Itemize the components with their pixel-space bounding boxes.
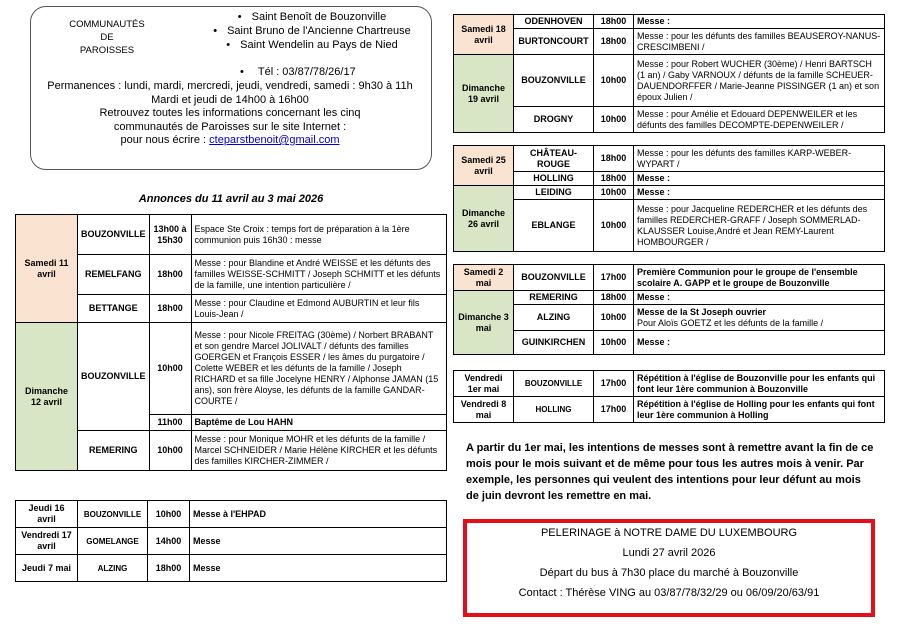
table-row: REMERING 10h00 Messe : pour Monique MOHR et les défunts de la famille / Marcel SCHNEIDER / Marie Hélène KIRCHER et les défunts des familles KIRCHER-ZIMMER / <box>16 431 447 471</box>
email-link[interactable]: cteparstbenoit@gmail.com <box>209 134 340 146</box>
pelerinage-box <box>463 519 875 617</box>
table-row: Samedi 2 mai BOUZONVILLE 17h00 Première Communion pour le groupe de l'ensemble scolaire A. GAPP et le groupe de Bouzonville <box>454 265 885 291</box>
paroisse-item: • Saint Bruno de l'Ancienne Chartreuse <box>196 24 428 38</box>
table-row: Jeudi 16 avril BOUZONVILLE 10h00 Messe à l'EHPAD <box>16 501 447 528</box>
schedule-table-right-3 <box>453 264 885 355</box>
table-row: BETTANGE 18h00 Messe : pour Claudine et Edmond AUBURTIN et leur fils Louis-Jean / <box>16 295 447 323</box>
intentions-note: A partir du 1er mai, les intentions de messes sont à remettre avant la fin de ce mois pour le mois suivant et de même pour tous les autres mois à venir. Par exemple, les personnes qui veulent des intentions pour leur défunt au mois de juin devront les remettre en mai. <box>466 442 874 502</box>
table-row: Samedi 18 avril ODENHOVEN 18h00 Messe : <box>454 15 885 29</box>
pelerinage-depart: Départ du bus à 7h30 place du marché à Bouzonville <box>539 567 799 579</box>
table-row: Dimanche 19 avril BOUZONVILLE 10h00 Messe : pour Robert WUCHER (30ème) / Henri BARTSCH (1 an) / Gaby VARNOUX / défunts de la famille SCHEUER-DAUENDORFFER / Marie-Jeanne PISSINGER (1 an) et son époux Julien / <box>454 55 885 107</box>
table-row: Jeudi 7 mai ALZING 18h00 Messe <box>16 555 447 582</box>
table-row: Vendredi 8 mai HOLLING 17h00 Répétition à l'église de Holling pour les enfants qui font leur 1ère communion à Holling <box>454 397 885 423</box>
schedule-table-left <box>15 214 447 471</box>
pelerinage-date: Lundi 27 avril 2026 <box>622 547 716 559</box>
pelerinage-contact: Contact : Thérèse VING au 03/87/78/32/29 ou 06/09/20/63/91 <box>518 587 820 599</box>
table-row: 11h00 Baptême de Lou HAHN <box>16 415 447 431</box>
paroisse-item: • Saint Wendelin au Pays de Nied <box>196 38 428 52</box>
table-row: HOLLING 18h00 Messe : <box>454 172 885 186</box>
pelerinage-title: PELERINAGE à NOTRE DAME DU LUXEMBOURG <box>540 527 798 539</box>
annonces-title: Annonces du 11 avril au 3 mai 2026 <box>138 193 324 205</box>
table-row: GUINKIRCHEN 10h00 Messe : <box>454 331 885 355</box>
day-cell: Samedi 11 avril <box>16 215 78 323</box>
paroisse-item: • Saint Benoît de Bouzonville <box>196 10 428 24</box>
table-row: REMELFANG 18h00 Messe : pour Blandine et André WEISSE et les défunts des familles WEISSE-SCHMITT / Joseph SCHMITT et les défunts de la famille, une intention particulière / <box>16 255 447 295</box>
table-row: Samedi 11 avril BOUZONVILLE 13h00 à 15h30 Espace Ste Croix : temps fort de préparation à la 1ère communion puis 16h30 : messe <box>16 215 447 255</box>
day-cell: Dimanche 12 avril <box>16 323 78 471</box>
table-row: EBLANGE 10h00 Messe : pour Jacqueline REDERCHER et les défunts des familles REDERCHER-GRAFF / Joseph SOMMERLAD-KLAUSSER Louise,André et Jean REMY-Laurent HOMBOURGER / <box>454 200 885 252</box>
table-row: Vendredi 1er mai BOUZONVILLE 17h00 Répétition à l'église de Bouzonville pour les enfants qui font leur 1ère communion à Bouzonville <box>454 371 885 397</box>
table-row: Vendredi 17 avril GOMELANGE 14h00 Messe <box>16 528 447 555</box>
table-row: Dimanche 12 avril BOUZONVILLE 10h00 Messe : pour Nicole FREITAG (30ème) / Norbert BRABANT et son gendre Marcel JOLIVALT / défunts des familles GOERGEN et François ESSER / les âmes du purgatoire / Colette WEBER et les défunts de la famille / Joseph RICHARD et sa fille Jocelyne HENRY / Alphonse JAMAN (15 ans), son frère Aloyse, les défunts de la famille GANDAR-COURTE / <box>16 323 447 415</box>
paroisses-list <box>196 10 428 52</box>
schedule-table-left-2 <box>15 500 447 582</box>
header-info: Permanences : lundi, mardi, mercredi, jeudi, vendredi, samedi : 9h30 à 11h Mardi et jeudi de 14h00 à 16h00 Retrouvez toutes les informations concernant les cinq communautés de Paroisses sur le site Internet : pour nous écrire : cteparstbenoit@gmail.com <box>47 80 413 146</box>
org-name: COMMUNAUTÉS DE PAROISSES <box>69 19 145 56</box>
table-row: Samedi 25 avril CHÂTEAU-ROUGE 18h00 Messe : pour les défunts des familles KARP-WEBER-WYPART / <box>454 146 885 172</box>
table-row: DROGNY 10h00 Messe : pour Amélie et Edouard DEPENWEILER et les défunts des familles DECOMPTE-DEPENWEILER / <box>454 107 885 133</box>
table-row: BURTONCOURT 18h00 Messe : pour les défunts des familles BEAUSEROY-NANUS-CRESCIMBENI / <box>454 29 885 55</box>
telephone: • Tél : 03/87/78/26/17 <box>240 66 356 78</box>
schedule-table-right-2 <box>453 145 885 252</box>
schedule-table-right-1 <box>453 14 885 133</box>
schedule-table-right-4 <box>453 370 885 423</box>
table-row: ALZING 10h00 Messe de la St Joseph ouvrier Pour Aloïs GOETZ et les défunts de la famille / <box>454 305 885 331</box>
table-row: Dimanche 3 mai REMERING 18h00 Messe : <box>454 291 885 305</box>
table-row: Dimanche 26 avril LEIDING 10h00 Messe : <box>454 186 885 200</box>
